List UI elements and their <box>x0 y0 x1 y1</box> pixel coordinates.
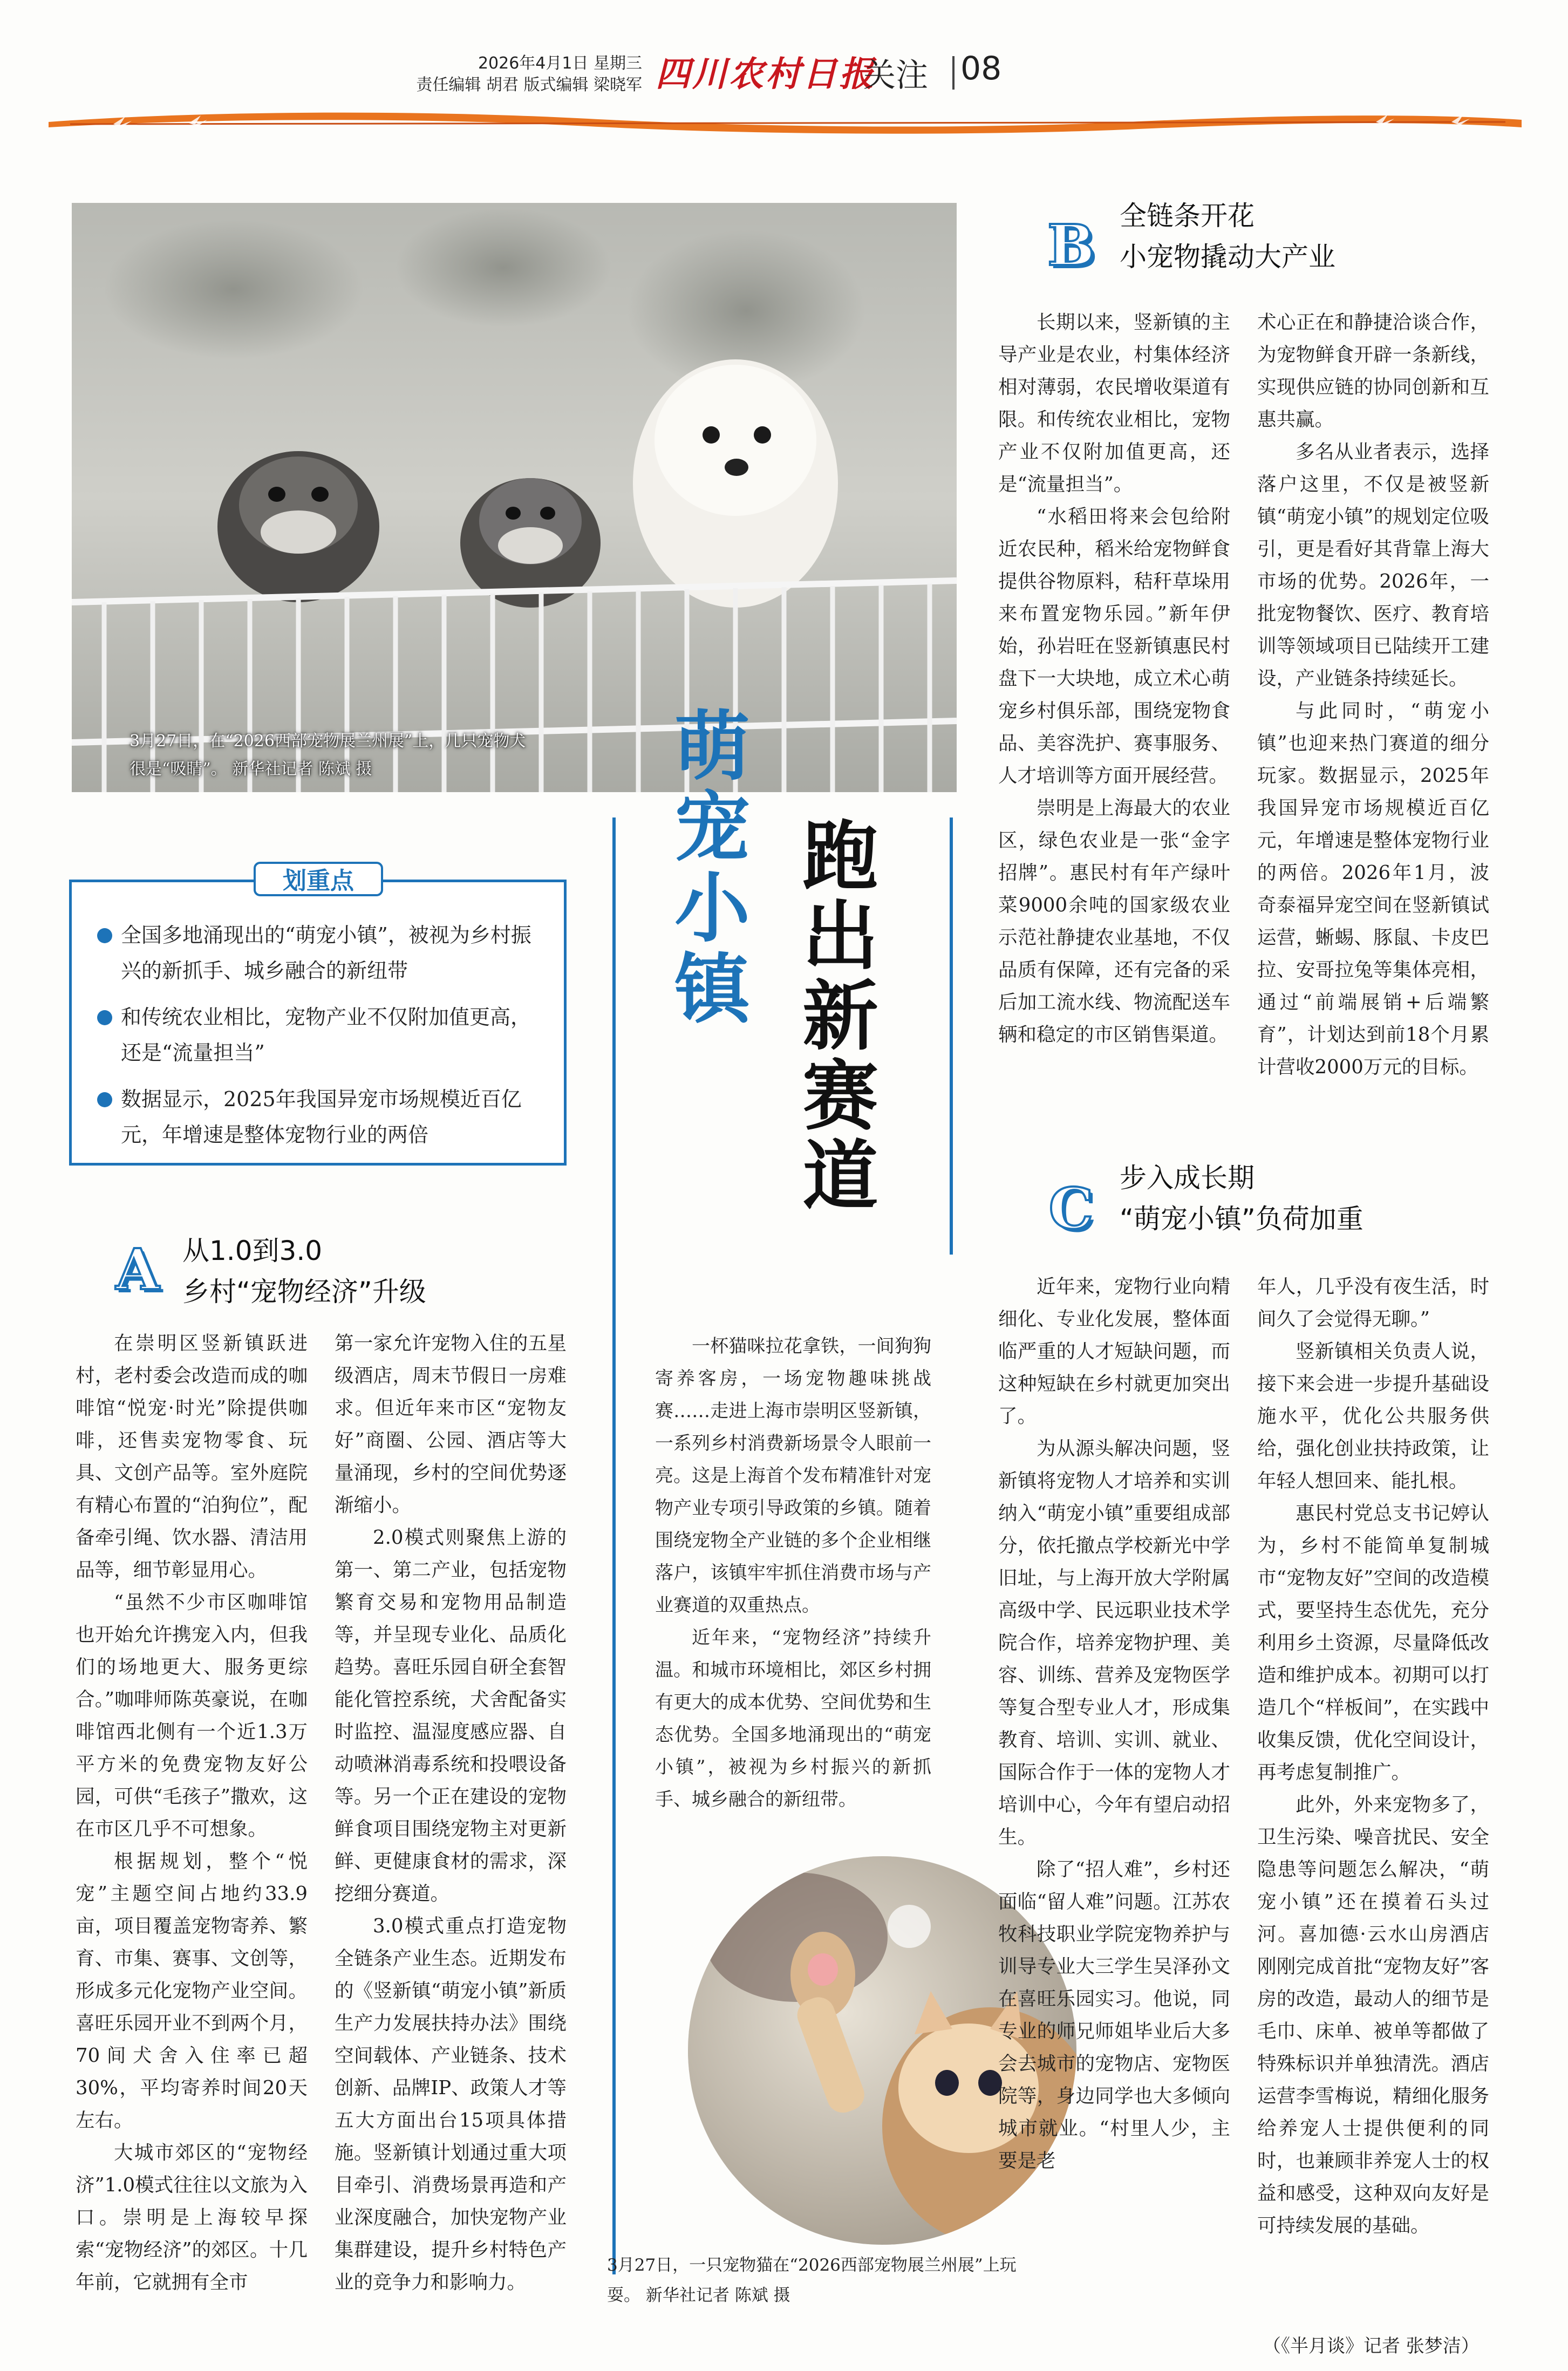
paragraph: 惠民村党总支书记婷认为，乡村不能简单复制城市“宠物友好”空间的改造模式，要坚持生态优先，充分利用乡土资源，尽量降低改造和维护成本。初期可以打造几个“样板间”，在实践中收集反馈，优化空间设计，再考虑复制推广。 <box>1257 1502 1489 1783</box>
bullet-icon <box>97 1010 112 1025</box>
section-a-heading <box>182 1230 560 1312</box>
paragraph: 长期以来，竖新镇的主导产业是农业，村集体经济相对薄弱，农民增收渠道有限。和传统农业相比，宠物产业不仅附加值更高，还是“流量担当”。 <box>998 311 1230 495</box>
section-b-heading <box>1120 195 1497 277</box>
bullet-icon <box>97 1092 112 1107</box>
header-ornament <box>49 106 1522 138</box>
keypoint-text: 和传统农业相比，宠物产业不仅附加值更高，还是“流量担当” <box>121 1005 531 1065</box>
paragraph: 3.0模式重点打造宠物全链条产业生态。近期发布的《竖新镇“萌宠小镇”新质生产力发展扶持办法》围绕空间载体、产业链条、技术创新、品牌IP、政策人才等五大方面出台15项具体措施。竖新镇计划通过重大项目牵引、消费场景再造和产业深度融合，加快宠物产业集群建设，提升乡村特色产业的竞争力和影响力。 <box>335 1915 567 2293</box>
paragraph: 与此同时，“萌宠小镇”也迎来热门赛道的细分玩家。数据显示，2025年我国异宠市场规模近百亿元，年增速是整体宠物行业的两倍。2026年1月，波奇泰福异宠空间在竖新镇试运营，蜥蜴、豚鼠、卡皮巴拉、安哥拉兔等集体亮相，通过“前端展销+后端繁育”，计划达到前18个月累计营收2000万元的目标。 <box>1257 700 1489 1078</box>
section-a-column-2 <box>335 1327 567 2299</box>
section-c-column-1 <box>998 1271 1230 2177</box>
paragraph: 竖新镇相关负责人说，接下来会进一步提升基础设施水平，优化公共服务供给，强化创业扶持政策，让年轻人想回来、能扎根。 <box>1257 1340 1489 1492</box>
paragraph: 术心正在和静捷洽谈合作，为宠物鲜食开辟一条新线，实现供应链的协同创新和互惠共赢。 <box>1257 311 1489 431</box>
paragraph: 根据规划，整个“悦宠”主题空间占地约33.9亩，项目覆盖宠物寄养、繁育、市集、赛事、文创等，形成多元化宠物产业空间。喜旺乐园开业不到两个月，70间犬舍入住率已超30%，平均寄养时间20天左右。 <box>76 1850 308 2131</box>
headline-black: 跑出新赛道 <box>802 813 878 1221</box>
paragraph: 年人，几乎没有夜生活，时间久了会觉得无聊。” <box>1257 1276 1489 1330</box>
byline: （《半月谈》记者 张梦洁） <box>1263 2335 1480 2357</box>
paragraph: 除了“招人难”，乡村还面临“留人难”问题。江苏农牧科技职业学院宠物养护与训导专业大三学生吴泽孙文在喜旺乐园实习。他说，同专业的师兄师姐毕业后大多会去城市的宠物店、宠物医院等，身边同学也大多倾向城市就业。“村里人少，主要是老 <box>998 1858 1230 2172</box>
lead-paragraph: 一杯猫咪拉花拿铁，一间狗狗寄养客房，一场宠物趣味挑战赛……走进上海市崇明区竖新镇，一系列乡村消费新场景令人眼前一亮。这是上海首个发布精准针对宠物产业专项引导政策的乡镇。随着围绕宠物全产业链的多个企业相继落户，该镇牢牢抓住消费市场与产业赛道的双重热点。 <box>655 1336 931 1616</box>
section-b-column-2 <box>1257 306 1489 1084</box>
page-number: 08 <box>960 50 1002 87</box>
newspaper-logo: 四川农村日报 <box>656 54 876 94</box>
paragraph: “虽然不少市区咖啡馆也开始允许携宠入内，但我们的场地更大、服务更综合。”咖啡师陈英豪说，在咖啡馆西北侧有一个近1.3万平方米的免费宠物友好公园，可供“毛孩子”撒欢，这在市区几乎不可想象。 <box>76 1591 308 1840</box>
paragraph: 多名从业者表示，选择落户这里，不仅是被竖新镇“萌宠小镇”的规划定位吸引，更是看好其背靠上海大市场的优势。2026年，一批宠物餐饮、医疗、教育培训等领域项目已陆续开工建设，产业链条持续延长。 <box>1257 441 1489 690</box>
bullet-icon <box>97 928 112 943</box>
header-date-block <box>410 53 642 96</box>
section-c-letter: C <box>1048 1175 1094 1242</box>
section-b-title-line2: 小宠物撬动大产业 <box>1120 241 1335 272</box>
header-date: 2026年4月1日 星期三 <box>478 54 642 73</box>
section-a-letter: A <box>115 1236 160 1303</box>
paragraph: 在崇明区竖新镇跃进村，老村委会改造而成的咖啡馆“悦宠·时光”除提供咖啡，还售卖宠物零食、玩具、文创产品等。室外庭院有精心布置的“泊狗位”，配备牵引绳、饮水器、清洁用品等，细节彰显用心。 <box>76 1332 308 1581</box>
paragraph: 2.0模式则聚焦上游的第一、第二产业，包括宠物繁育交易和宠物用品制造等，并呈现专业化、品质化趋势。喜旺乐园自研全套智能化管控系统，犬舍配备实时监控、温湿度感应器、自动喷淋消毒系统和投喂设备等。另一个正在建设的宠物鲜食项目围绕宠物主对更新鲜、更健康食材的需求，深挖细分赛道。 <box>335 1527 567 1905</box>
headline-rule-left <box>612 817 616 2274</box>
keypoints-title: 划重点 <box>254 862 383 896</box>
section-a-title-line1: 从1.0到3.0 <box>182 1235 323 1266</box>
section-b-letter: B <box>1047 212 1095 278</box>
headline-rule-right <box>950 817 953 1255</box>
paragraph: 为从源头解决问题，竖新镇将宠物人才培养和实训纳入“萌宠小镇”重要组成部分，依托撤点学校新光中学旧址，与上海开放大学附属高级中学、民远职业技术学院合作，培养宠物护理、美容、训练、营养及宠物医学等复合型专业人才，形成集教育、培训、实训、就业、国际合作于一体的宠物人才培训中心，今年有望启动招生。 <box>998 1437 1230 1848</box>
paragraph: 大城市郊区的“宠物经济”1.0模式往往以文旅为入口。崇明是上海较早探索“宠物经济”的郊区。十几年前，它就拥有全市 <box>76 2142 308 2293</box>
lead-paragraph: 近年来，“宠物经济”持续升温。和城市环境相比，郊区乡村拥有更大的成本优势、空间优势和生态优势。全国多地涌现出的“萌宠小镇”，被视为乡村振兴的新抓手、城乡融合的新纽带。 <box>655 1627 931 1810</box>
lead-text <box>655 1330 931 1816</box>
section-c-title-line2: “萌宠小镇”负荷加重 <box>1120 1203 1364 1235</box>
section-b-title-line1: 全链条开花 <box>1120 200 1255 231</box>
keypoint-item <box>97 999 550 1071</box>
photo1-caption: 3月27日，在“2026西部宠物展兰州展”上，几只宠物犬很是“吸睛”。 新华社记者 陈斌 摄 <box>129 732 526 779</box>
section-a-column-1 <box>76 1327 308 2299</box>
header-divider <box>952 56 955 90</box>
headline-blue: 萌宠小镇 <box>674 703 750 1034</box>
paragraph: 此外，外来宠物多了，卫生污染、噪音扰民、安全隐患等问题怎么解决，“萌宠小镇”还在摸着石头过河。喜加德·云水山房酒店刚刚完成首批“宠物友好”客房的改造，最动人的细节是毛巾、床单、被单等都做了特殊标识并单独清洗。酒店运营李雪梅说，精细化服务给养宠人士提供便利的同时，也兼顾非养宠人士的权益和感受，这种双向友好是可持续发展的基础。 <box>1257 1794 1489 2237</box>
section-c-heading <box>1120 1157 1497 1239</box>
paragraph: 近年来，宠物行业向精细化、专业化发展，整体面临严重的人才短缺问题，而这种短缺在乡村就更加突出了。 <box>998 1276 1230 1427</box>
section-b-column-1 <box>998 306 1230 1051</box>
section-a-title-line2: 乡村“宠物经济”升级 <box>182 1276 426 1307</box>
section-name: 关注 <box>863 57 928 94</box>
paragraph: 崇明是上海最大的农业区，绿色农业是一张“金字招牌”。惠民村有年产绿叶菜9000余吨的国家级农业示范社静捷农业基地，不仅品质有保障，还有完备的采后加工流水线、物流配送车辆和稳定的市区销售渠道。 <box>998 797 1230 1046</box>
paragraph: 第一家允许宠物入住的五星级酒店，周末节假日一房难求。但近年来市区“宠物友好”商圈、公园、酒店等大量涌现，乡村的空间优势逐渐缩小。 <box>335 1332 567 1516</box>
keypoints-list <box>97 917 550 1163</box>
section-c-column-2 <box>1257 1271 1489 2242</box>
section-c-title-line1: 步入成长期 <box>1120 1162 1255 1194</box>
keypoint-item <box>97 1081 550 1153</box>
header-editors: 责任编辑 胡君 版式编辑 梁晓军 <box>416 76 642 94</box>
paragraph: “水稻田将来会包给附近农民种，稻米给宠物鲜食提供谷物原料，秸秆草垛用来布置宠物乐园。”新年伊始，孙岩旺在竖新镇惠民村盘下一大块地，成立术心萌宠乡村俱乐部，围绕宠物食品、美容洗护、赛事服务、人才培训等方面开展经营。 <box>998 506 1230 787</box>
keypoint-text: 全国多地涌现出的“萌宠小镇”，被视为乡村振兴的新抓手、城乡融合的新纽带 <box>121 923 531 983</box>
photo2-caption: 3月27日，一只宠物猫在“2026西部宠物展兰州展”上玩耍。 新华社记者 陈斌 摄 <box>607 2256 1017 2305</box>
keypoint-text: 数据显示，2025年我国异宠市场规模近百亿元，年增速是整体宠物行业的两倍 <box>121 1087 522 1147</box>
keypoint-item <box>97 917 550 989</box>
puppies-photo <box>72 203 957 792</box>
